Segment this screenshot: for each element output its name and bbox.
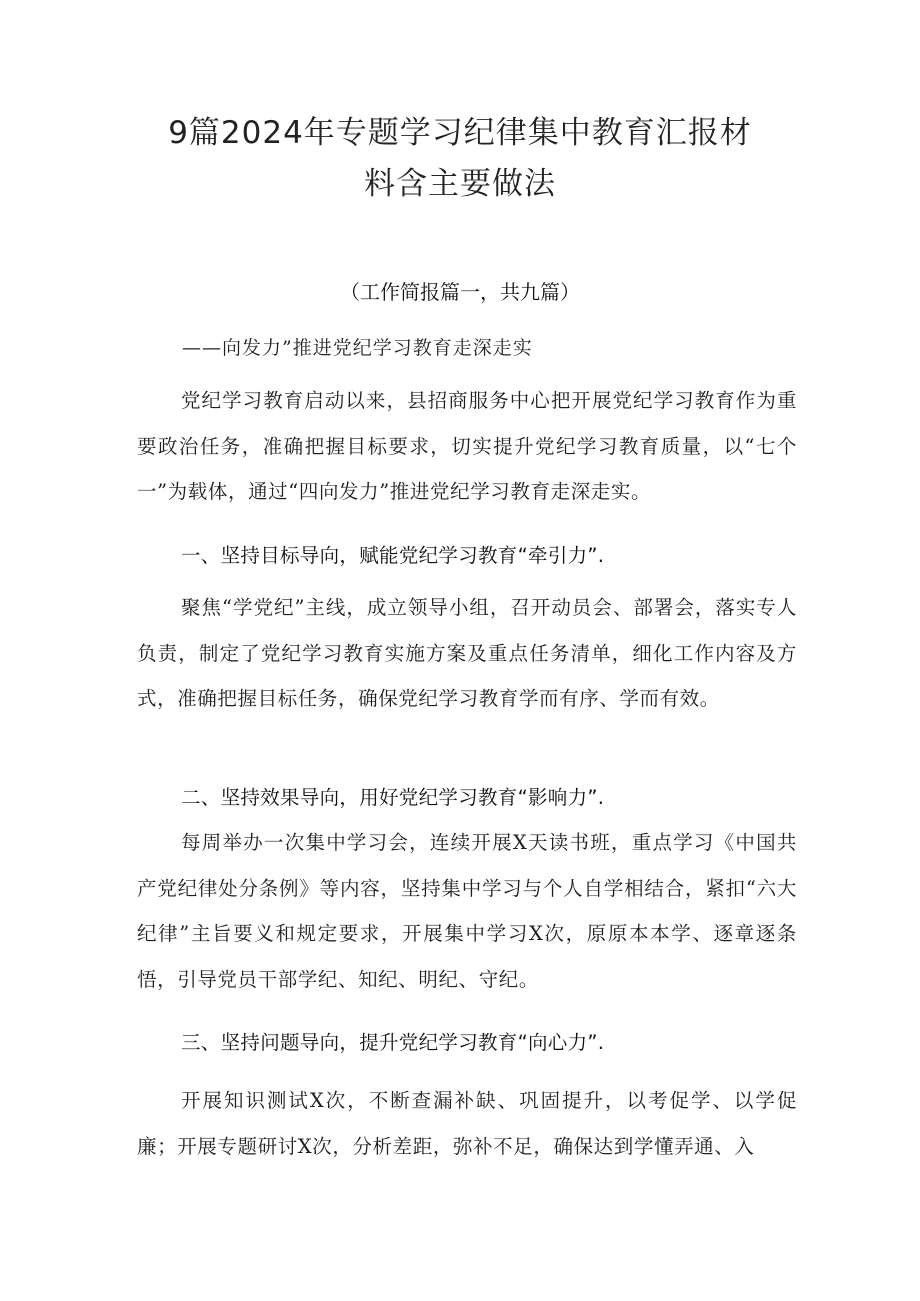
paragraph-section-2: 每周举办一次集中学习会，连续开展X天读书班，重点学习《中国共产党纪律处分条例》等内容，坚持集中学习与个人自学相结合，紧扣“六大纪律”主旨要义和规定要求，开展集中学习X次，原原本本学、逐章逐条悟，引导党员干部学纪、知纪、明纪、守纪。: [137, 831, 797, 991]
paragraph-section-3: 开展知识测试X次，不断查漏补缺、巩固提升，以考促学、以学促廉；开展专题研讨X次，分析差距，弥补不足，确保达到学懂弄通、入: [137, 1089, 797, 1158]
paragraph-section-1: 聚焦“学党纪”主线，成立领导小组，召开动员会、部署会，落实专人负责，制定了党纪学习教育实施方案及重点任务清单，细化工作内容及方式，准确把握目标任务，确保党纪学习教育学而有序、学而有效。: [137, 596, 797, 710]
section-heading-3: 三、坚持问题导向，提升党纪学习教育“向心力”.: [181, 1031, 605, 1054]
document-subheading: （工作简报篇一，共九篇）: [340, 280, 580, 304]
section-heading-1: 一、坚持目标导向，赋能党纪学习教育“牵引力”.: [181, 544, 605, 567]
document-title-line-2: 料含主要做法: [364, 166, 556, 202]
section-heading-2: 二、坚持效果导向，用好党纪学习教育“影响力”.: [181, 786, 605, 809]
paragraph-intro: 党纪学习教育启动以来，县招商服务中心把开展党纪学习教育作为重要政治任务，准确把握目标要求，切实提升党纪学习教育质量，以“七个一”为载体，通过“四向发力”推进党纪学习教育走深走实。: [137, 389, 797, 503]
document-tagline: ——向发力”推进党纪学习教育走深走实: [182, 337, 533, 359]
document-title-line-1: 9篇2024年专题学习纪律集中教育汇报材: [168, 115, 752, 151]
